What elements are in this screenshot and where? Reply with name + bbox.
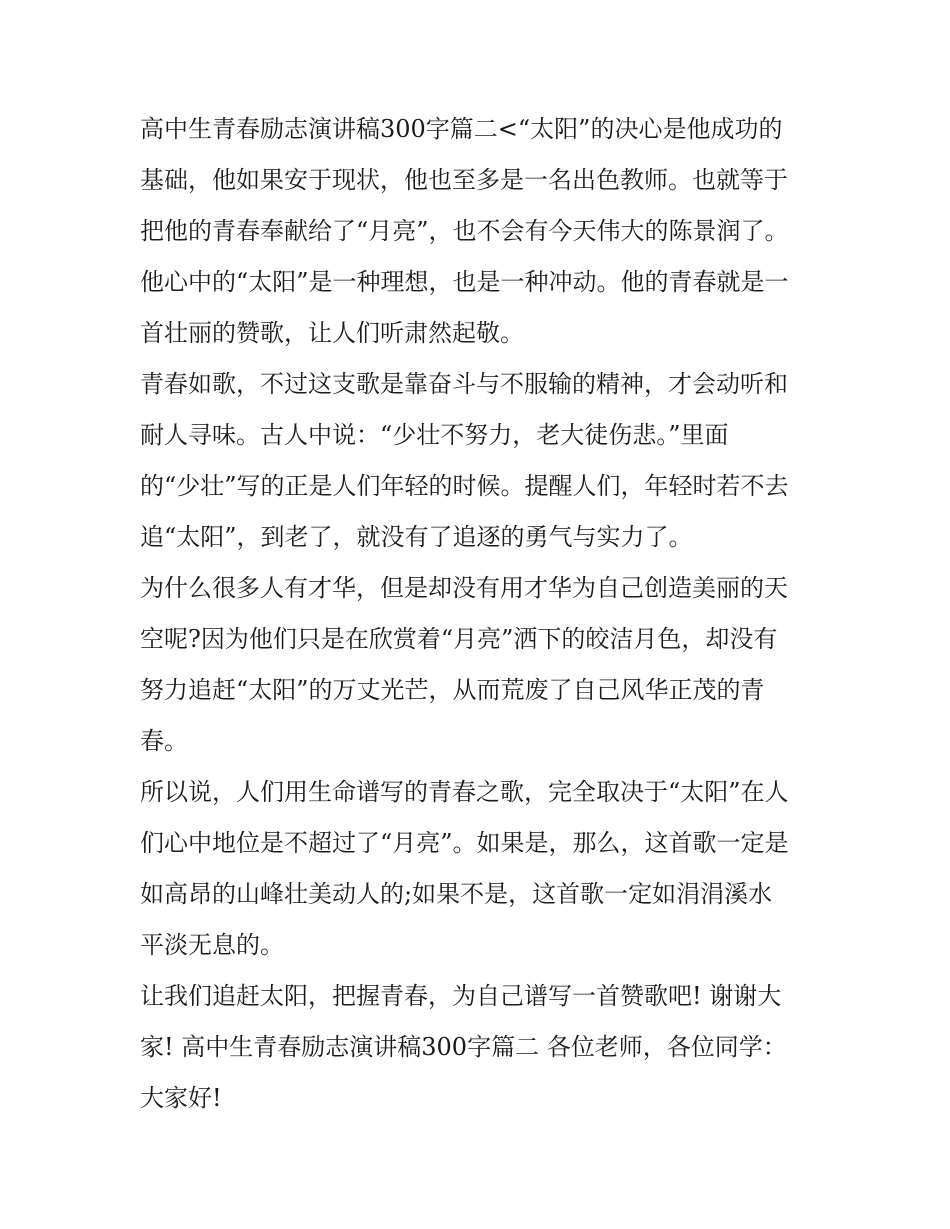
text-line: 青春如歌，不过这支歌是靠奋斗与不服输的精神，才会动听和 (140, 370, 788, 398)
text-line: 他心中的“太阳”是一种理想，也是一种冲动。他的青春就是一 (140, 268, 789, 296)
text-line: 让我们追赶太阳，把握青春，为自己谱写一首赞歌吧! 谢谢大 (140, 982, 782, 1010)
text-line: 高中生青春励志演讲稿300字篇二<“太阳”的决心是他成功的 (140, 115, 783, 143)
text-line: 首壮丽的赞歌，让人们听肃然起敬。 (140, 319, 524, 347)
text-line: 的“少壮”写的正是人们年轻的时候。提醒人们，年轻时若不去 (140, 472, 789, 500)
text-line: 春。 (140, 727, 188, 755)
text-line: 们心中地位是不超过了“月亮”。如果是，那么，这首歌一定是 (140, 829, 789, 857)
text-line: 追“太阳”，到老了，就没有了追逐的勇气与实力了。 (140, 523, 693, 551)
text-line: 如高昂的山峰壮美动人的;如果不是，这首歌一定如涓涓溪水 (140, 880, 773, 908)
text-line: 空呢?因为他们只是在欣赏着“月亮”洒下的皎洁月色，却没有 (140, 625, 778, 653)
text-line: 大家好! (140, 1084, 222, 1112)
text-line: 基础，他如果安于现状，他也至多是一名出色教师。也就等于 (140, 166, 788, 194)
document-body (140, 104, 820, 1124)
text-line: 耐人寻味。古人中说：“少壮不努力，老大徒伤悲。”里面 (140, 421, 729, 449)
text-line: 把他的青春奉献给了“月亮”，也不会有今天伟大的陈景润了。 (140, 217, 789, 245)
text-line: 平淡无息的。 (140, 931, 284, 959)
text-line: 所以说，人们用生命谱写的青春之歌，完全取决于“太阳”在人 (140, 778, 789, 806)
text-line: 为什么很多人有才华，但是却没有用才华为自己创造美丽的天 (140, 574, 788, 602)
text-line: 家! 高中生青春励志演讲稿300字篇二 各位老师，各位同学： (140, 1033, 787, 1061)
text-line: 努力追赶“太阳”的万丈光芒，从而荒废了自己风华正茂的青 (140, 676, 765, 704)
